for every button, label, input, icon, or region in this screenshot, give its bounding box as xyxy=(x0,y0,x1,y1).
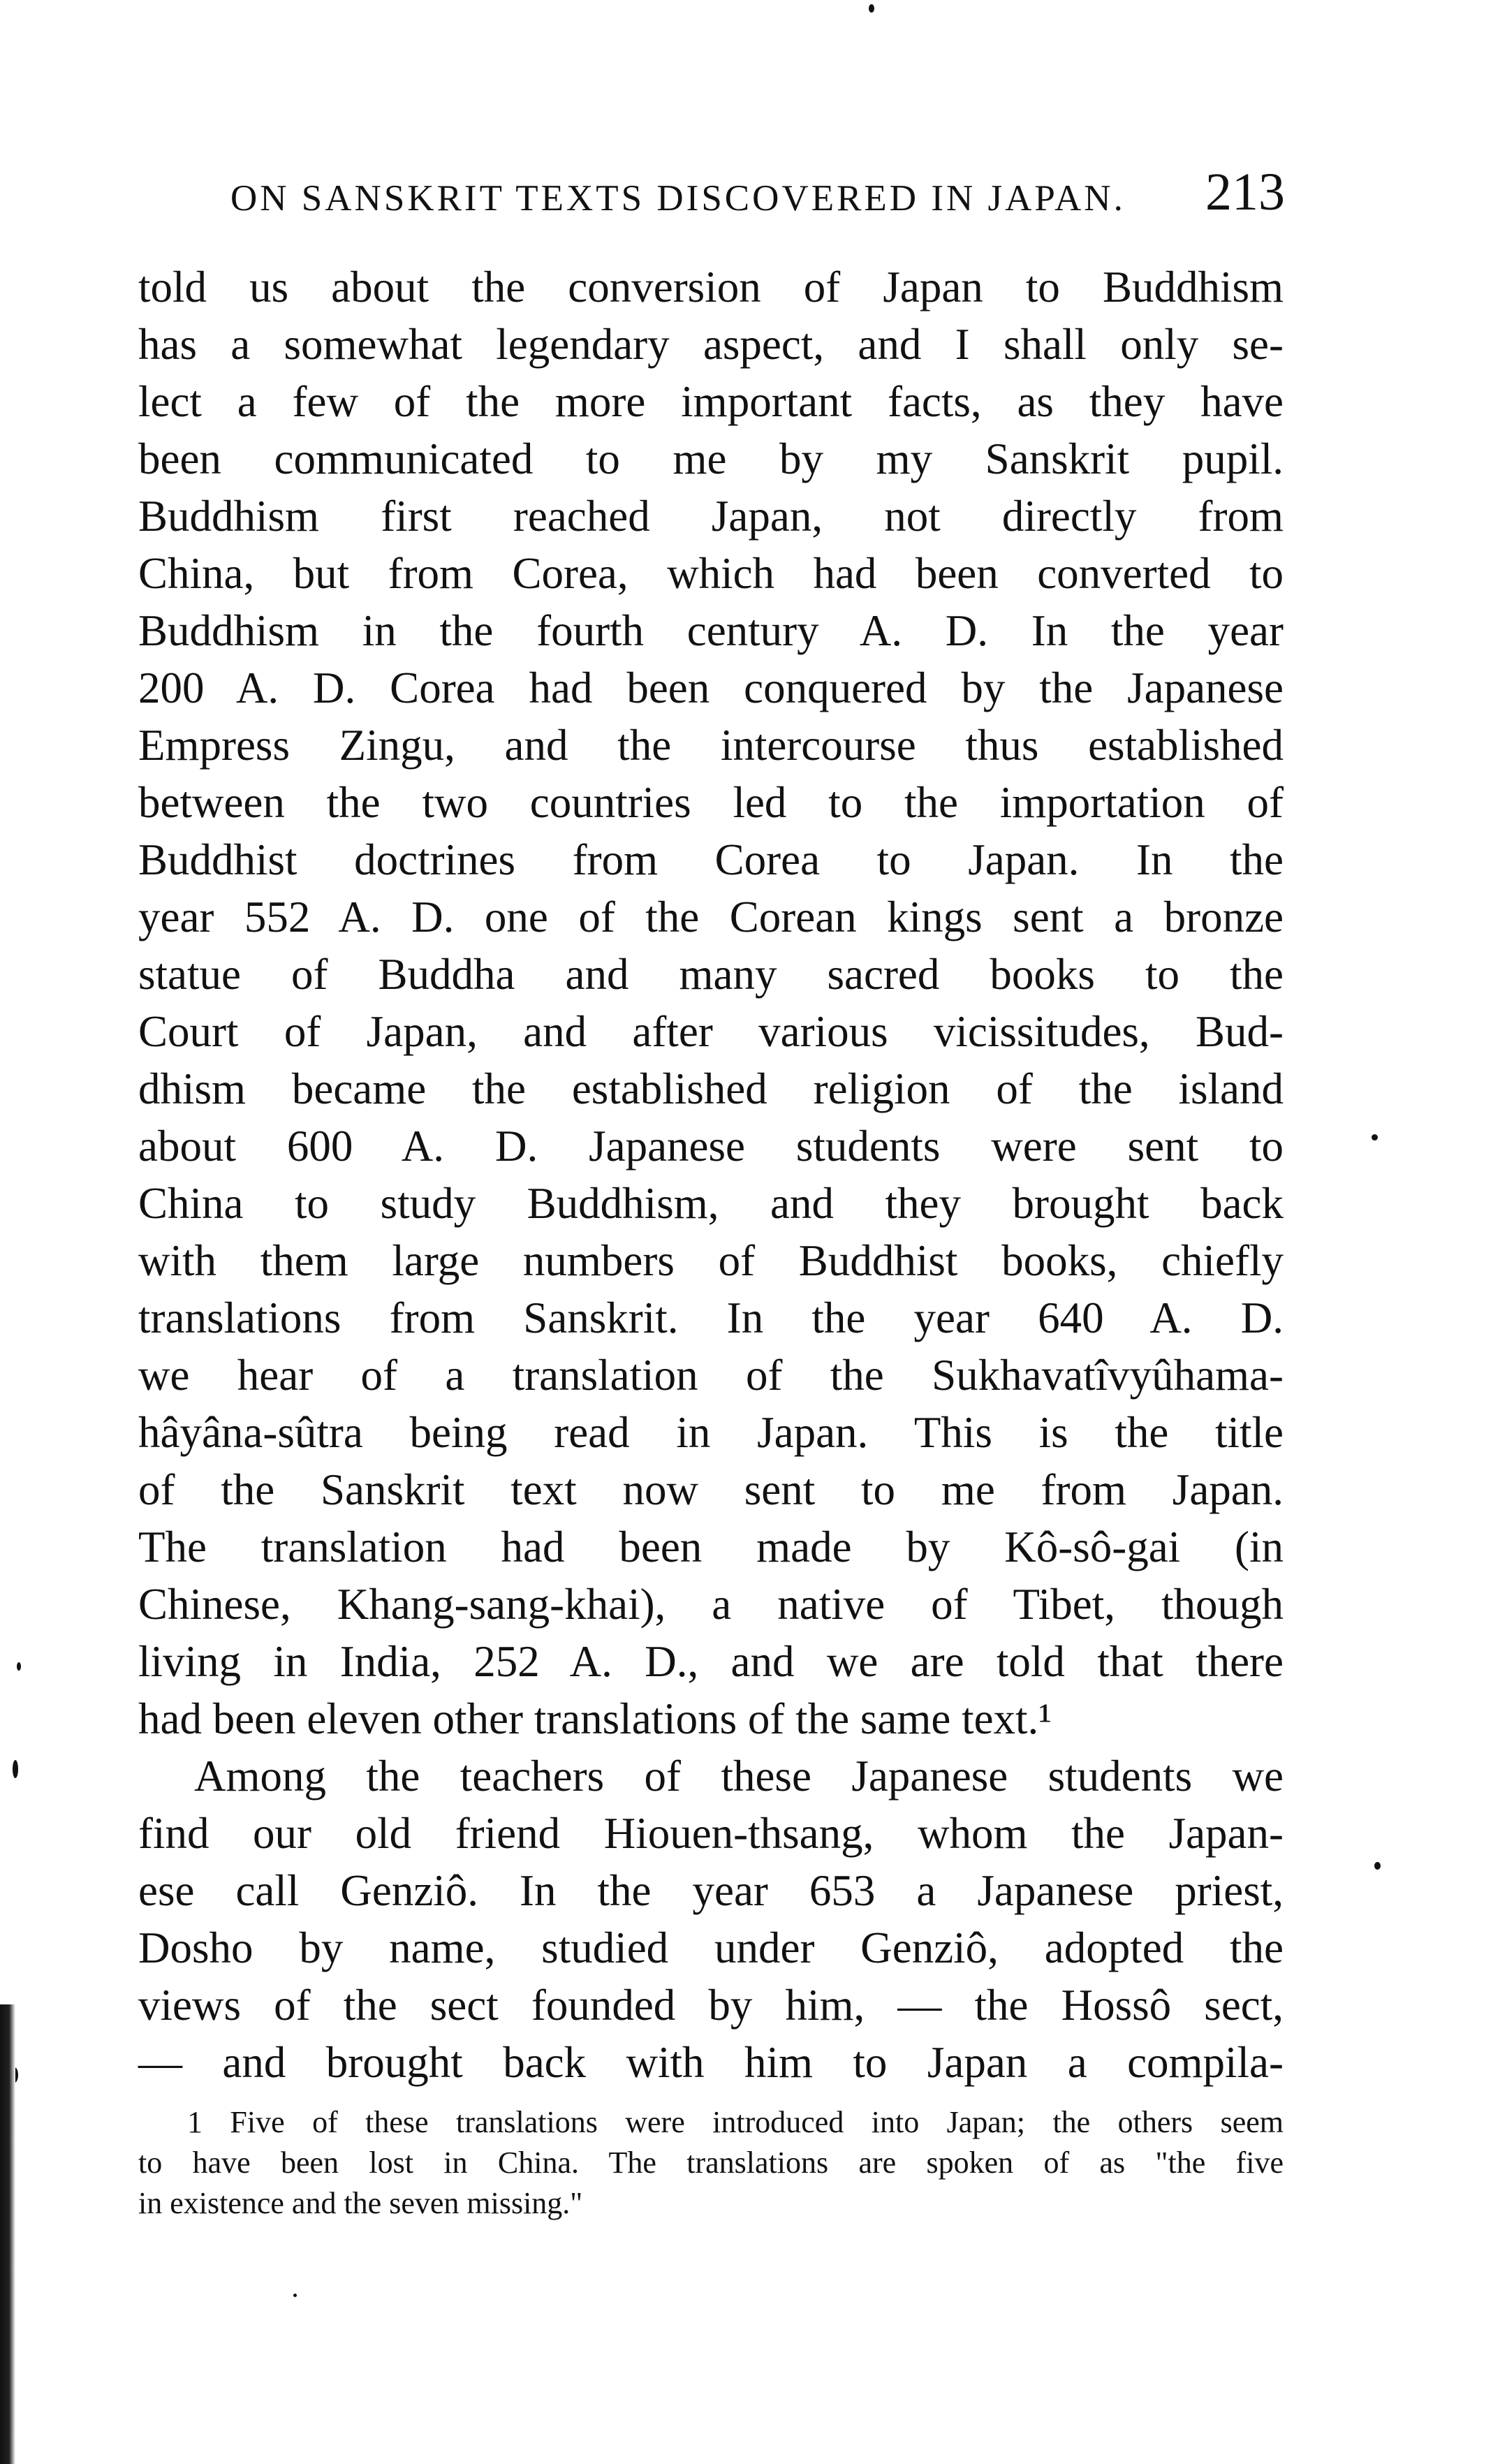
footnote-line: 1 Five of these translations were introduced into Japan; the others seem xyxy=(187,2105,1284,2139)
scan-speck xyxy=(869,4,874,13)
scan-speck xyxy=(293,2294,297,2297)
text-line: hâyâna-sûtra being read in Japan. This is the title xyxy=(138,1408,1284,1457)
footnote-line: in existence and the seven missing." xyxy=(138,2186,583,2220)
running-head: ON SANSKRIT TEXTS DISCOVERED IN JAPAN. xyxy=(230,178,1126,219)
page-number: 213 xyxy=(1205,163,1285,221)
scan-edge-shadow xyxy=(0,2004,15,2464)
text-line: Buddhism in the fourth century A. D. In the year xyxy=(138,606,1284,655)
text-line: year 552 A. D. one of the Corean kings sent a bronze xyxy=(138,893,1284,941)
text-line: with them large numbers of Buddhist books, chiefly xyxy=(138,1236,1284,1285)
text-line: told us about the conversion of Japan to Buddhism xyxy=(138,263,1284,311)
text-line: between the two countries led to the importation of xyxy=(138,778,1284,827)
footnote-line: to have been lost in China. The translations are spoken of as "the five xyxy=(138,2146,1284,2180)
text-line: Buddhist doctrines from Corea to Japan. In the xyxy=(138,835,1284,884)
text-line: The translation had been made by Kô-sô-gai (in xyxy=(138,1523,1284,1571)
text-line: Chinese, Khang-sang-khai), a native of Tibet, though xyxy=(138,1580,1284,1629)
text-line: Dosho by name, studied under Genziô, adopted the xyxy=(138,1923,1284,1972)
text-line: had been eleven other translations of the same text.¹ xyxy=(138,1694,1052,1743)
text-line: 200 A. D. Corea had been conquered by the Japanese xyxy=(138,663,1284,712)
footnotes xyxy=(138,2102,1284,2224)
text-line: Court of Japan, and after various vicissitudes, Bud- xyxy=(138,1007,1284,1056)
text-line: find our old friend Hiouen-thsang, whom the Japan- xyxy=(138,1809,1284,1858)
scan-speck xyxy=(1372,1134,1378,1141)
scan-speck xyxy=(1374,1862,1381,1870)
text-line: dhism became the established religion of the island xyxy=(138,1064,1284,1113)
text-line: China, but from Corea, which had been converted to xyxy=(138,549,1284,598)
text-line: Empress Zingu, and the intercourse thus established xyxy=(138,721,1284,770)
page-header xyxy=(230,162,1285,225)
body-text xyxy=(138,258,1284,2091)
text-line: of the Sanskrit text now sent to me from Japan. xyxy=(138,1465,1284,1514)
text-line: has a somewhat legendary aspect, and I shall only se- xyxy=(138,320,1284,369)
text-line: — and brought back with him to Japan a compila- xyxy=(138,2038,1284,2087)
text-line: Among the teachers of these Japanese students we xyxy=(194,1752,1284,1801)
text-line: we hear of a translation of the Sukhavatîvyûhama- xyxy=(138,1351,1284,1400)
text-line: living in India, 252 A. D., and we are told that there xyxy=(138,1637,1284,1686)
text-line: Buddhism first reached Japan, not directly from xyxy=(138,492,1284,541)
scan-speck xyxy=(17,1662,21,1671)
text-line: statue of Buddha and many sacred books to the xyxy=(138,950,1284,999)
text-line: lect a few of the more important facts, as they have xyxy=(138,377,1284,426)
text-line: been communicated to me by my Sanskrit pupil. xyxy=(138,434,1284,483)
text-line: about 600 A. D. Japanese students were sent to xyxy=(138,1122,1284,1171)
text-line: ese call Genziô. In the year 653 a Japanese priest, xyxy=(138,1866,1284,1915)
text-line: views of the sect founded by him, — the Hossô sect, xyxy=(138,1981,1284,2030)
scan-speck xyxy=(13,1760,18,1778)
text-line: China to study Buddhism, and they brought back xyxy=(138,1179,1284,1228)
text-line: translations from Sanskrit. In the year 640 A. D. xyxy=(138,1293,1284,1342)
